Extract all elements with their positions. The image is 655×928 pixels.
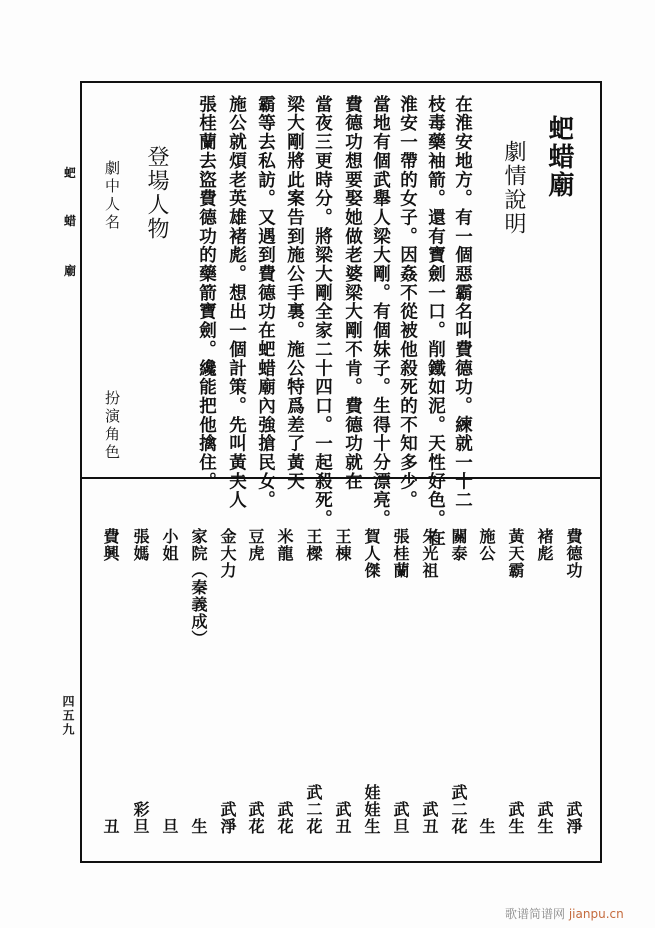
- cast-name: 費德功: [564, 528, 583, 579]
- synopsis-line: 張桂蘭去盜費德功的藥箭寶劍。纔能把他擒住。: [196, 95, 217, 491]
- left-border: [80, 81, 82, 863]
- cast-role: 武二花: [304, 784, 323, 835]
- cast-role: 武淨: [564, 801, 583, 835]
- cast-name-column-label: 劇中人名: [103, 160, 121, 232]
- bottom-border: [80, 861, 602, 863]
- cast-role: 娃娃生: [362, 784, 381, 835]
- cast-name: 費興: [101, 528, 120, 562]
- synopsis-line: 淮安一帶的女子。因姦不從被他殺死的不知多少。: [397, 95, 418, 510]
- page-number: 四五九: [61, 695, 75, 737]
- synopsis-line: 枝毒藥袖箭。還有寶劍一口。削鐵如泥。天性好色。在: [425, 95, 446, 548]
- cast-role: 丑: [101, 818, 120, 835]
- cast-role: 生: [189, 818, 208, 835]
- cast-role: 武旦: [391, 801, 410, 835]
- cast-name: 王棟: [333, 528, 352, 562]
- play-title: 蚆蜡廟: [544, 115, 574, 199]
- synopsis-line: 霸等去私訪。又遇到費德功在蚆蜡廟內強搶民女。: [255, 95, 276, 510]
- cast-name: 張桂蘭: [391, 528, 410, 579]
- cast-name: 賀人傑: [362, 528, 381, 579]
- synopsis-line: 在淮安地方。有一個惡霸名叫費德功。練就一十二: [452, 95, 473, 510]
- cast-name: 金大力: [218, 528, 237, 579]
- synopsis-line: 梁大剛將此案告到施公手裏。施公特爲差了黃天: [284, 95, 305, 491]
- cast-name: 家院（秦義成）: [189, 528, 208, 647]
- cast-role: 旦: [160, 818, 179, 835]
- synopsis-line: 施公就煩老英雄褚彪。想出一個計策。先叫黃夫人: [226, 95, 247, 510]
- watermark: [505, 905, 624, 922]
- cast-name: 褚彪: [535, 528, 554, 562]
- cast-role: 武二花: [449, 784, 468, 835]
- watermark-cn: 歌谱简谱网: [505, 907, 566, 921]
- watermark-latin: jianpu.cn: [568, 907, 624, 921]
- cast-role-column-label: 扮演角色: [103, 390, 121, 462]
- cast-role: 武生: [506, 801, 525, 835]
- top-border: [80, 81, 602, 83]
- cast-role: 武丑: [420, 801, 439, 835]
- running-title-char: 蜡: [64, 214, 77, 228]
- cast-role: 武丑: [333, 801, 352, 835]
- synopsis-line: 當地有個武舉人梁大剛。有個妹子。生得十分漂亮。: [370, 95, 391, 529]
- cast-name: 關泰: [449, 528, 468, 562]
- synopsis-line: 當夜三更時分。將梁大剛全家二十四口。一起殺死。: [312, 95, 333, 529]
- cast-name: 黃天霸: [506, 528, 525, 579]
- cast-role: 武花: [246, 801, 265, 835]
- synopsis-line: 費德功想要娶她做老婆梁大剛不肯。費德功就在: [342, 95, 363, 491]
- cast-name: 王樑: [304, 528, 323, 562]
- cast-name: 朱光祖: [420, 528, 439, 579]
- cast-name: 米龍: [275, 528, 294, 562]
- running-title-char: 廟: [64, 264, 77, 278]
- section-divider: [80, 477, 602, 479]
- cast-role: 彩旦: [131, 801, 150, 835]
- cast-name: 張媽: [131, 528, 150, 562]
- synopsis-heading: 劇情說明: [501, 140, 526, 236]
- cast-name: 小姐: [160, 528, 179, 562]
- cast-role: 武淨: [218, 801, 237, 835]
- running-title-char: 蚆: [64, 166, 77, 180]
- cast-role: 武生: [535, 801, 554, 835]
- cast-heading: 登場人物: [144, 145, 169, 241]
- cast-role: 生: [477, 818, 496, 835]
- right-border: [600, 81, 602, 863]
- cast-name: 豆虎: [246, 528, 265, 562]
- cast-role: 武花: [275, 801, 294, 835]
- cast-name: 施公: [477, 528, 496, 562]
